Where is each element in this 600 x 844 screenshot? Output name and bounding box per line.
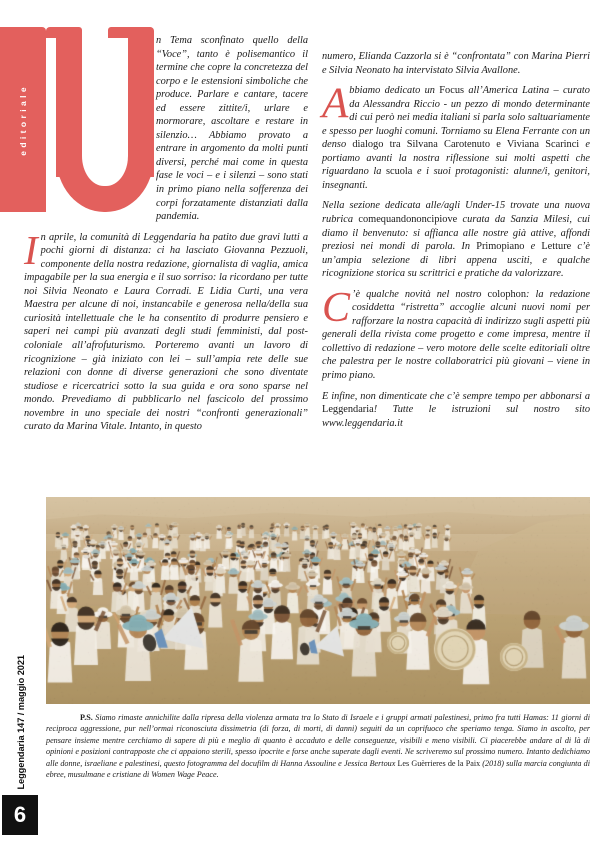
column-right xyxy=(322,50,590,430)
u-text-wrap-spacer xyxy=(24,34,156,212)
ps-part2: (2018) sulla marcia congiunta di ebree, musulmane e cristiane di Women Wage Peace. xyxy=(46,758,590,780)
paragraph-three xyxy=(322,50,590,77)
editorial-photograph xyxy=(46,497,590,704)
p6-part1: ’è qualche novità nel nostro xyxy=(352,288,488,300)
p5-part3: e xyxy=(524,241,542,253)
ps-part1: Siamo rimaste annichilite dalla ripresa della violenza armata tra lo Stato di Israele e i gruppi armati palestinesi, primo fra tutti Hamas: 11 giorni di reciproca aggressione, pur nell’ormai riconosciuta dissimetria (di forza, di morti, di danni) seguiti da un coprifuoco che speriamo tenga. Siamo in ascolto, per pensare insieme mentre cerchiamo di sapere di più e meglio di quanto è accaduto e delle conseguenze, visibili e meno visibili. Ci piacerebbe andare al di là di opinioni e posizioni contrapposte che ci appaiono sterili, spesso ipocrite e forse anche superate dagli eventi. Ne scriveremo sul prossimo numero. Intanto dedichiamo alle donne, israeliane e palestinesi, questo fotogramma del docufilm di Hanna Assouline e Jessica Bertoux xyxy=(46,713,590,768)
paragraph-seven xyxy=(322,390,590,431)
section-label: editoriale xyxy=(18,83,28,156)
p5-roman-letture: Letture xyxy=(541,241,572,253)
dropcap-a: A xyxy=(322,80,349,128)
p5-part2: curata da Sanzia Milesi, cui diamo il benvenuto: si affianca alle nostre già attive, affondi preziosi nei mondi di parola. In xyxy=(322,214,590,253)
postscript-label: P.S. xyxy=(80,713,93,722)
p6-roman-colophon: colophon xyxy=(487,288,527,300)
issue-label: Leggendaria 147 / maggio 2021 xyxy=(16,655,26,790)
p5-part1: Nella sezione dedicata alle/agli Under-15 trovate una nuova rubrica xyxy=(322,200,590,226)
p5-roman-primopiano: Primopiano xyxy=(476,241,525,253)
paragraph-two-text: n aprile, la comunità di Leggendaria ha patito due gravi lutti a pochi giorni di distanza: ci ha lasciato Giovanna Pezzuoli, componente della nostra redazione, giornalista di vaglia, amica impagabile per la sua energia e il suo sorriso: la ricordano per tutte noi Silvia Neonato e Laura Corradi. E Lidia Curti, una vera Maestra per alcune di noi, instancabile e generosa nella/della sua curiosità intellettuale che le ha consentito di produrre pensiero e saperi nei campi più avanzati degli studi femministi, dal post-coloniale all’afrofuturismo. Porteremo avanti un lavoro di ricognizione – già iniziato con lei – sull’ampia rete delle sue relazioni con donne di diverse generazioni che sono diventate studiose e ricercatrici sotto la sua guida e ora sono sparse nel mondo. Prevediamo di pubblicarlo nel fascicolo del prossimo novembre in uno speciale dei nostri “confronti generazionali” curato da Marina Vitale. Intanto, in questo xyxy=(24,231,308,433)
p7-roman-leggendaria: Leggendaria xyxy=(322,404,374,416)
p7-website[interactable]: www.leggendaria.it xyxy=(322,417,403,429)
postscript-block xyxy=(46,712,590,780)
crowd-canvas xyxy=(46,497,590,704)
p4-part4: e i suoi protagonisti: alunne/i, genitori, insegnanti. xyxy=(322,166,591,191)
p5-part4: c’è un’ampia selezione di libri appena usciti, e qualche ricognizione storica su scrittrici e pratiche da valorizzare. xyxy=(322,241,591,280)
p4-part2: all’America Latina – curato da Alessandra Riccio - un pezzo di mondo determinante di cui però nei media italiani si parla solo saltuariamente e spesso per luoghi comuni. Torniamo su Elena Ferrante con un denso xyxy=(322,85,590,151)
p6-part2: : la redazione cosiddetta “ristretta” accoglie alcuni nuovi nomi per rafforzare la nostra capacità di indirizzo sugli aspetti più generali della rivista come progetto e come impresa, mentre il collettivo di redazione – vero motore delle scelte editoriali oltre che palestra per le nostre collaboratrici più giovani – viene in primo piano. xyxy=(322,288,590,382)
issue-info xyxy=(6,655,36,790)
p7-part1: E infine, non dimenticate che c’è sempre tempo per abbonarsi a xyxy=(322,390,590,402)
column-left xyxy=(24,34,308,434)
p4-roman-dialogo: dialogo tra Silvana Carotenuto e Viviana Scarinci xyxy=(352,139,580,151)
paragraph-four xyxy=(322,80,591,192)
dropcap-c: C xyxy=(322,284,351,331)
p7-part2: ! Tutte le istruzioni sul nostro sito xyxy=(373,404,590,416)
paragraph-five xyxy=(322,199,590,280)
ps-film-title: Les Guèrrieres de la Paix xyxy=(397,758,481,768)
page-number-badge xyxy=(2,795,38,835)
dropcap-i: I xyxy=(24,226,38,273)
photo-crowd-of-marchers xyxy=(46,497,590,704)
p4-roman-scuola: scuola xyxy=(385,166,413,178)
p4-part1: bbiamo dedicato un xyxy=(349,85,440,97)
paragraph-three-text: numero, Elianda Cazzorla si è “confrontata” con Marina Pierri e Silvia Neonato ha intervistato Silvia Avallone. xyxy=(322,51,590,76)
p5-roman-rubrica: comequandononcipiove xyxy=(358,214,458,226)
paragraph-two xyxy=(24,226,308,434)
p4-roman-focus: Focus xyxy=(439,85,465,97)
p4-part3: e portiamo avanti la nostra riflessione sui molti aspetti che riguardano la xyxy=(322,139,590,178)
paragraph-six xyxy=(322,284,590,383)
page-number: 6 xyxy=(13,802,27,827)
intro-text: n Tema sconfinato quello della “Voce”, tanto è polisemantico il termine che copre la concretezza del corpo e le estensioni simboliche che produce. Parlare e cantare, tacere ed essere zittite/i, urlare e mormorare, ascoltare e restare in silenzio… Abbiamo provato a entrare in argomento da molti punti diversi, perché mai come in questa fase le voci – e i silenzi – sono stati in primo piano nella sofferenza dei corpi forzatamente distanziati dalla pandemia. xyxy=(156,35,308,223)
